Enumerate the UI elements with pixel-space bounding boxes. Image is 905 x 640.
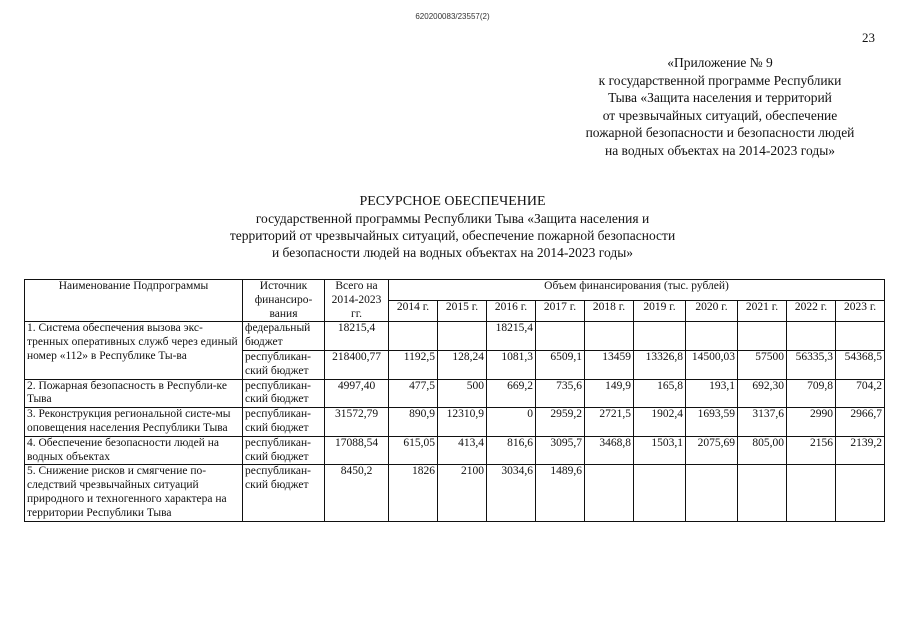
- appendix-line: на водных объектах на 2014-2023 годы»: [604, 142, 836, 158]
- subprogram-name: 5. Снижение рисков и смягчение по-следствий чрезвычайных ситуаций природного и техногенного характера на территории Республики Тыва: [25, 465, 243, 521]
- header-row: [25, 280, 885, 301]
- funding-source: республикан-ский бюджет: [243, 350, 325, 379]
- total-value: 31572,79: [325, 408, 389, 437]
- total-value: 4997,40: [325, 379, 389, 408]
- header-year: 2016 г.: [487, 301, 536, 322]
- year-value: 3468,8: [585, 436, 634, 465]
- year-value: 669,2: [487, 379, 536, 408]
- appendix-line: к государственной программе Республики: [598, 72, 842, 88]
- total-value: 17088,54: [325, 436, 389, 465]
- table-row: [25, 322, 885, 351]
- year-value: 1693,59: [686, 408, 738, 437]
- appendix-line: от чрезвычайных ситуаций, обеспечение: [602, 107, 838, 123]
- year-value: [634, 465, 686, 521]
- year-value: 2721,5: [585, 408, 634, 437]
- title-main: РЕСУРСНОЕ ОБЕСПЕЧЕНИЕ: [359, 194, 546, 209]
- table-row: [25, 436, 885, 465]
- year-value: 615,05: [389, 436, 438, 465]
- year-value: 1826: [389, 465, 438, 521]
- year-value: 1489,6: [536, 465, 585, 521]
- year-value: 2990: [787, 408, 836, 437]
- year-value: 0: [487, 408, 536, 437]
- year-value: 3137,6: [738, 408, 787, 437]
- appendix-note: [520, 54, 905, 159]
- table-row: [25, 408, 885, 437]
- subprogram-name: 3. Реконструкция региональной систе-мы оповещения населения Республики Тыва: [25, 408, 243, 437]
- year-value: [536, 322, 585, 351]
- year-value: 18215,4: [487, 322, 536, 351]
- year-value: 54368,5: [836, 350, 885, 379]
- year-value: [585, 465, 634, 521]
- year-value: 692,30: [738, 379, 787, 408]
- year-value: 3034,6: [487, 465, 536, 521]
- year-value: 193,1: [686, 379, 738, 408]
- year-value: 500: [438, 379, 487, 408]
- header-year: 2020 г.: [686, 301, 738, 322]
- appendix-line: Тыва «Защита населения и территорий: [608, 90, 832, 105]
- year-value: 128,24: [438, 350, 487, 379]
- year-value: 149,9: [585, 379, 634, 408]
- year-value: 2075,69: [686, 436, 738, 465]
- table-row: [25, 465, 885, 521]
- year-value: [438, 322, 487, 351]
- header-year: 2017 г.: [536, 301, 585, 322]
- year-value: 3095,7: [536, 436, 585, 465]
- resource-table: [24, 279, 885, 522]
- year-value: [738, 322, 787, 351]
- total-value: 8450,2: [325, 465, 389, 521]
- year-value: 13326,8: [634, 350, 686, 379]
- header-year: 2022 г.: [787, 301, 836, 322]
- header-funding: Объем финансирования (тыс. рублей): [389, 280, 885, 301]
- header-total: Всего на 2014-2023 гг.: [325, 280, 389, 322]
- year-value: 709,8: [787, 379, 836, 408]
- header-year: 2018 г.: [585, 301, 634, 322]
- header-year: 2019 г.: [634, 301, 686, 322]
- table-row: [25, 379, 885, 408]
- funding-source: республикан-ский бюджет: [243, 379, 325, 408]
- header-year: 2021 г.: [738, 301, 787, 322]
- year-value: [686, 465, 738, 521]
- document-id: 620200083/23557(2): [415, 12, 490, 21]
- year-value: 6509,1: [536, 350, 585, 379]
- funding-source: республикан-ский бюджет: [243, 408, 325, 437]
- year-value: 2959,2: [536, 408, 585, 437]
- year-value: [787, 465, 836, 521]
- year-value: [686, 322, 738, 351]
- year-value: [738, 465, 787, 521]
- year-value: 2156: [787, 436, 836, 465]
- appendix-line: пожарной безопасности и безопасности людей: [585, 125, 855, 140]
- title-line: государственной программы Республики Тыва «Защита населения и: [255, 211, 650, 226]
- year-value: 805,00: [738, 436, 787, 465]
- page-number: 23: [862, 30, 875, 45]
- header-name: Наименование Подпрограммы: [25, 280, 243, 322]
- funding-source: республикан-ский бюджет: [243, 465, 325, 521]
- appendix-line: «Приложение № 9: [667, 55, 773, 70]
- year-value: 2100: [438, 465, 487, 521]
- header-source: Источник финансиро-вания: [243, 280, 325, 322]
- year-value: [585, 322, 634, 351]
- year-value: 413,4: [438, 436, 487, 465]
- subprogram-name: 1. Система обеспечения вызова экс-тренных оперативных служб через единый номер «112» в Республике Ты-ва: [25, 322, 243, 379]
- title-line: территорий от чрезвычайных ситуаций, обеспечение пожарной безопасности: [229, 228, 676, 243]
- title-line: и безопасности людей на водных объектах на 2014-2023 годы»: [271, 245, 634, 260]
- document-title: [0, 193, 905, 261]
- year-value: 2966,7: [836, 408, 885, 437]
- year-value: 704,2: [836, 379, 885, 408]
- header-year: 2015 г.: [438, 301, 487, 322]
- year-value: 165,8: [634, 379, 686, 408]
- year-value: 14500,03: [686, 350, 738, 379]
- subprogram-name: 4. Обеспечение безопасности людей на водных объектах: [25, 436, 243, 465]
- funding-source: федеральный бюджет: [243, 322, 325, 351]
- year-value: [787, 322, 836, 351]
- header-year: 2023 г.: [836, 301, 885, 322]
- year-value: [634, 322, 686, 351]
- year-value: 890,9: [389, 408, 438, 437]
- header-year: 2014 г.: [389, 301, 438, 322]
- funding-source: республикан-ский бюджет: [243, 436, 325, 465]
- year-value: 57500: [738, 350, 787, 379]
- year-value: 1503,1: [634, 436, 686, 465]
- year-value: 816,6: [487, 436, 536, 465]
- year-value: 56335,3: [787, 350, 836, 379]
- year-value: 1192,5: [389, 350, 438, 379]
- year-value: 1081,3: [487, 350, 536, 379]
- total-value: 218400,77: [325, 350, 389, 379]
- year-value: 1902,4: [634, 408, 686, 437]
- total-value: 18215,4: [325, 322, 389, 351]
- year-value: [836, 322, 885, 351]
- year-value: [389, 322, 438, 351]
- year-value: [836, 465, 885, 521]
- year-value: 2139,2: [836, 436, 885, 465]
- year-value: 735,6: [536, 379, 585, 408]
- year-value: 12310,9: [438, 408, 487, 437]
- year-value: 13459: [585, 350, 634, 379]
- subprogram-name: 2. Пожарная безопасность в Республи-ке Тыва: [25, 379, 243, 408]
- table-body: [25, 322, 885, 521]
- year-value: 477,5: [389, 379, 438, 408]
